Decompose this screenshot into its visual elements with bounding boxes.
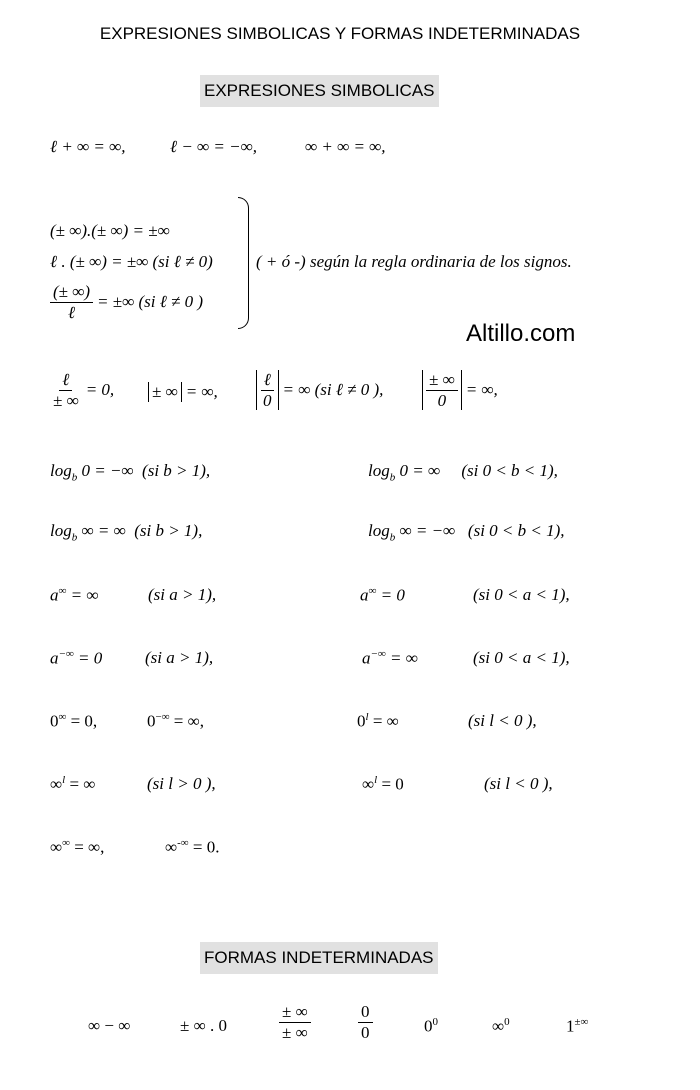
numerator: ± ∞	[279, 1002, 311, 1023]
base: 0	[357, 711, 366, 731]
exponent: −∞	[155, 711, 170, 723]
log-expr-right-1: $\log_b 0$ = ∞ (si 0 < b < 1),	[368, 461, 558, 484]
expr-rest: = ∞	[372, 711, 399, 731]
indet-one-pow-inf	[566, 1016, 588, 1037]
page-title: EXPRESIONES SIMBOLICAS Y FORMAS INDETERMINADAS	[99, 24, 581, 43]
expr-inf-times-inf: (± ∞).(± ∞) = ±∞	[50, 221, 170, 240]
exponent: ±∞	[574, 1016, 589, 1028]
expr-rest: = ∞	[69, 774, 96, 794]
exp-expr-left-2	[50, 648, 102, 669]
watermark-text: Altillo.com	[466, 320, 576, 347]
expr-rest: = ∞	[70, 585, 99, 605]
sign-rule-note: ( + ó -) según la regla ordinaria de los signos.	[256, 252, 572, 271]
numerator: 0	[358, 1002, 373, 1023]
fraction	[426, 370, 458, 410]
log-condition: (si 0 < b < 1),	[461, 461, 558, 480]
inf-pow-inf	[50, 837, 104, 858]
exp-cond-right-2: (si 0 < a < 1),	[473, 648, 570, 667]
exponent: -∞	[177, 837, 189, 849]
numerator: ℓ	[261, 370, 274, 391]
denominator: ± ∞	[282, 1022, 308, 1042]
expr-rest: = 0,	[85, 380, 115, 400]
expr-rest: = 0.	[192, 837, 220, 857]
exponent: 0	[504, 1016, 510, 1028]
base: ∞	[492, 1016, 505, 1036]
expr-rest: = ∞,	[74, 837, 105, 857]
absolute-value	[422, 370, 462, 410]
inf-pow-neg-inf	[165, 837, 219, 858]
numerator: ℓ	[59, 370, 72, 391]
indet-zero-over-zero	[358, 1002, 373, 1042]
expr-rest: = ∞	[390, 648, 418, 668]
denominator: ± ∞	[53, 390, 79, 410]
base: a	[50, 648, 59, 668]
expr-rest: = ∞,	[185, 382, 218, 401]
indet-inf-over-inf	[279, 1002, 311, 1042]
numerator: ± ∞	[426, 370, 458, 391]
indet-inf-minus-inf: ∞ − ∞	[88, 1016, 131, 1035]
denominator: ℓ	[67, 302, 76, 322]
base: 1	[566, 1016, 575, 1036]
expr-rest: = 0	[380, 585, 405, 605]
expr-abs-inf-over-zero	[422, 370, 498, 410]
fraction	[358, 1002, 373, 1042]
exp-expr-left-1	[50, 585, 98, 606]
exp-expr-right-2	[362, 648, 418, 669]
expr-rest: = ∞,	[173, 711, 205, 731]
base: ∞	[50, 837, 63, 857]
exp-expr-right-1	[360, 585, 405, 606]
exponent: ∞	[368, 585, 377, 597]
base: ∞	[50, 774, 63, 794]
log-value: ∞ = ∞	[81, 521, 126, 540]
log-condition: (si b > 1),	[142, 461, 211, 480]
denominator: 0	[361, 1022, 370, 1042]
exponent: 0	[432, 1016, 438, 1028]
right-brace	[238, 197, 249, 329]
numerator: (± ∞)	[50, 282, 93, 303]
log-expr-left-1: $\log_b 0$ = −∞ (si b > 1),	[50, 461, 211, 484]
expr-inf-over-l	[50, 282, 203, 322]
exp-cond-right-1: (si 0 < a < 1),	[473, 585, 570, 604]
section-heading-expresiones: EXPRESIONES SIMBOLICAS	[200, 75, 439, 107]
exp-cond-left-2: (si a > 1),	[145, 648, 214, 667]
log-condition: (si 0 < b < 1),	[467, 521, 565, 540]
indet-zero-pow-zero	[424, 1016, 438, 1037]
section-heading-formas: FORMAS INDETERMINADAS	[200, 942, 438, 974]
exponent: −∞	[370, 648, 386, 660]
expr-rest: = 0	[78, 648, 103, 668]
log-condition: (si b > 1),	[134, 521, 203, 540]
indet-inf-pow-zero	[492, 1016, 510, 1037]
absolute-value: ± ∞	[148, 382, 182, 402]
log-value: 0 = ∞	[399, 461, 441, 480]
zero-pow-l	[357, 711, 399, 732]
inf-pow-l-left-cond: (si l > 0 ),	[147, 774, 216, 793]
base: 0	[424, 1016, 433, 1036]
exponent: l	[374, 774, 378, 786]
base: a	[360, 585, 369, 605]
inf-pow-l-right-cond: (si l < 0 ),	[484, 774, 553, 793]
fraction	[50, 370, 82, 410]
log-value: ∞ = −∞	[399, 521, 456, 540]
exponent: l	[62, 774, 66, 786]
indet-inf-times-zero: ± ∞ . 0	[180, 1016, 227, 1035]
exponent: ∞	[58, 711, 67, 723]
log-expr-left-2: $\log_b$ ∞ = ∞ (si b > 1),	[50, 521, 203, 544]
expr-abs-inf	[148, 382, 218, 402]
log-expr-right-2: $\log_b$ ∞ = −∞ (si 0 < b < 1),	[368, 521, 565, 544]
zero-pow-neg-inf	[147, 711, 204, 732]
exponent: ∞	[62, 837, 70, 849]
base: a	[362, 648, 371, 668]
fraction	[50, 282, 93, 322]
fraction	[279, 1002, 311, 1042]
expr-rest: = ±∞ (si ℓ ≠ 0 )	[97, 292, 204, 312]
inf-pow-l-right	[362, 774, 404, 795]
exp-cond-left-1: (si a > 1),	[148, 585, 217, 604]
expr-rest: = ∞ (si ℓ ≠ 0 ),	[282, 380, 384, 400]
absolute-value	[256, 370, 279, 410]
base: a	[50, 585, 59, 605]
base: 0	[50, 711, 59, 731]
exponent: ∞	[58, 585, 67, 597]
zero-pow-l-cond: (si l < 0 ),	[468, 711, 537, 730]
expr-inf-plus-inf: ∞ + ∞ = ∞,	[305, 137, 386, 156]
expr-l-over-inf	[50, 370, 114, 410]
fraction	[260, 370, 275, 410]
exponent: −∞	[58, 648, 74, 660]
zero-pow-inf	[50, 711, 97, 732]
base: 0	[147, 711, 156, 731]
base: ∞	[165, 837, 178, 857]
expr-rest: = 0,	[70, 711, 98, 731]
log-value: 0 = −∞	[81, 461, 134, 480]
base: ∞	[362, 774, 375, 794]
denominator: 0	[263, 390, 272, 410]
expr-rest: = ∞,	[465, 380, 498, 400]
expr-l-times-inf: ℓ . (± ∞) = ±∞ (si ℓ ≠ 0)	[50, 252, 213, 271]
expr-abs-l-over-zero	[256, 370, 383, 410]
exponent: l	[365, 711, 369, 723]
inf-pow-l-left	[50, 774, 95, 795]
expr-rest: = 0	[381, 774, 404, 794]
expr-l-minus-inf: ℓ − ∞ = −∞,	[170, 137, 257, 156]
expr-l-plus-inf: ℓ + ∞ = ∞,	[50, 137, 126, 156]
denominator: 0	[437, 390, 447, 410]
